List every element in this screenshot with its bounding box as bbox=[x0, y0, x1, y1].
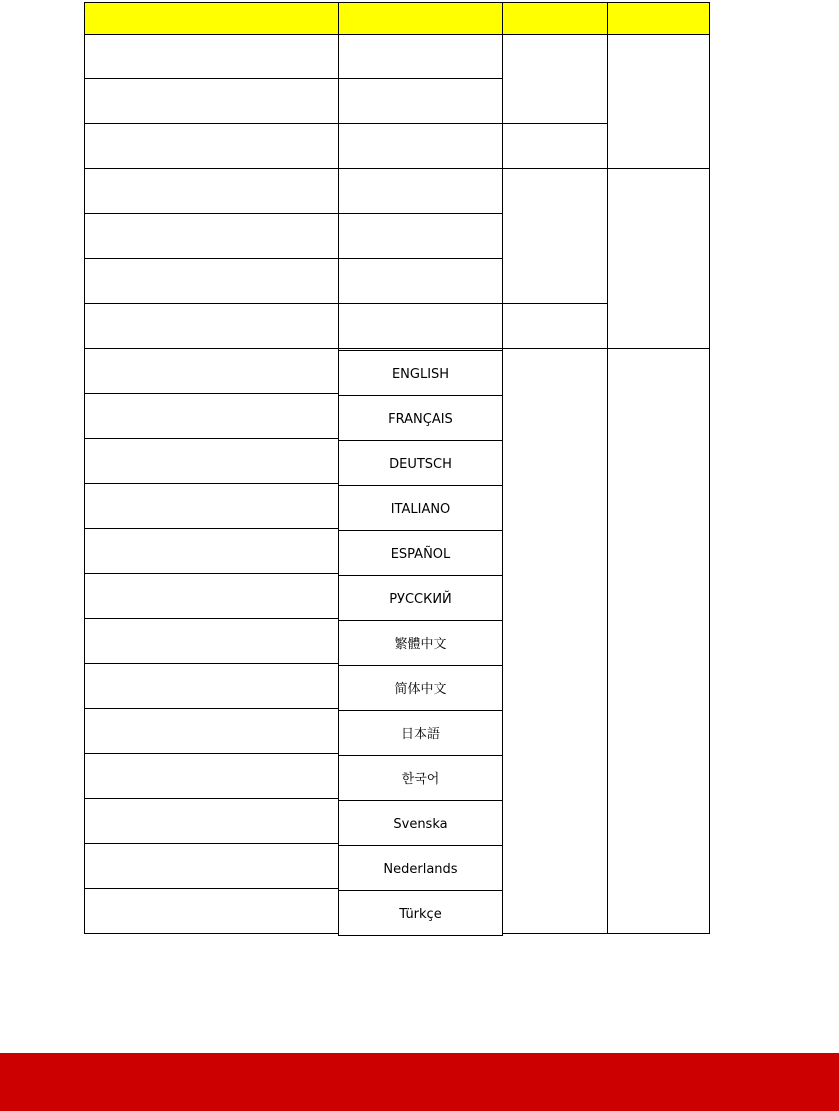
language-option: РУССКИЙ bbox=[338, 575, 503, 621]
header-cell bbox=[338, 2, 503, 35]
header-cell bbox=[607, 2, 710, 35]
grid-line bbox=[84, 258, 503, 259]
grid-line bbox=[84, 528, 339, 529]
grid-line bbox=[84, 573, 339, 574]
grid-line bbox=[84, 708, 339, 709]
grid-line bbox=[84, 888, 339, 889]
language-option: 한국어 bbox=[338, 755, 503, 801]
grid-line bbox=[84, 348, 710, 349]
language-option: 繁體中文 bbox=[338, 620, 503, 666]
grid-line bbox=[84, 168, 710, 169]
grid-line bbox=[84, 753, 339, 754]
header-cell bbox=[502, 2, 608, 35]
language-option: ESPAÑOL bbox=[338, 530, 503, 576]
language-option: 日本語 bbox=[338, 710, 503, 756]
grid-line bbox=[84, 213, 503, 214]
language-option: Türkçe bbox=[338, 890, 503, 936]
grid-line bbox=[84, 438, 339, 439]
grid-line bbox=[84, 393, 339, 394]
language-option: FRANÇAIS bbox=[338, 395, 503, 441]
language-option: 简体中文 bbox=[338, 665, 503, 711]
language-option: Svenska bbox=[338, 800, 503, 846]
grid-line bbox=[709, 34, 710, 934]
grid-line bbox=[502, 123, 608, 124]
language-option: DEUTSCH bbox=[338, 440, 503, 486]
grid-line bbox=[84, 483, 339, 484]
grid-line bbox=[84, 663, 339, 664]
grid-line bbox=[84, 123, 503, 124]
language-option: ITALIANO bbox=[338, 485, 503, 531]
grid-line bbox=[84, 798, 339, 799]
grid-line bbox=[84, 843, 339, 844]
header-cell bbox=[84, 2, 339, 35]
grid-line bbox=[84, 34, 85, 934]
footer-bar bbox=[0, 1053, 839, 1111]
grid-line bbox=[84, 303, 503, 304]
grid-line bbox=[84, 78, 503, 79]
grid-line bbox=[502, 303, 608, 304]
language-option: ENGLISH bbox=[338, 350, 503, 396]
grid-line bbox=[607, 34, 608, 934]
language-option: Nederlands bbox=[338, 845, 503, 891]
grid-line bbox=[84, 618, 339, 619]
